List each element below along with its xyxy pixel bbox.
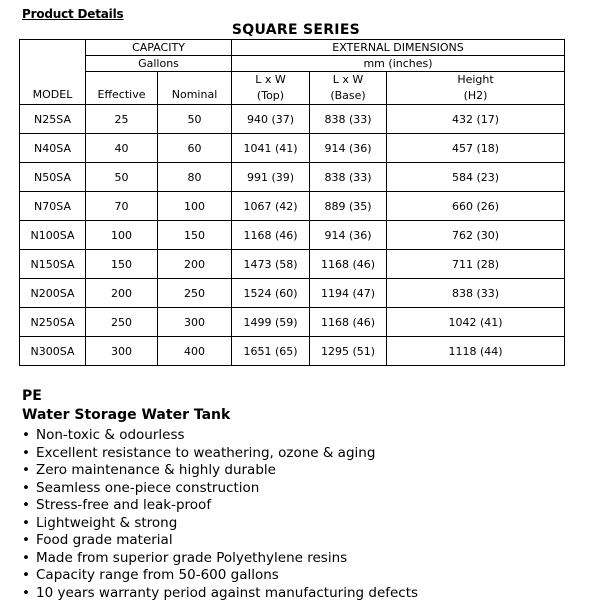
table-cell: 711 (28) [387, 250, 565, 279]
table-cell: 432 (17) [387, 105, 565, 134]
height-header: Height [387, 72, 565, 88]
bullet-icon: • [22, 584, 30, 601]
table-cell: 762 (30) [387, 221, 565, 250]
table-cell: 1118 (44) [387, 337, 565, 366]
table-cell: 400 [158, 337, 232, 366]
bullet-icon: • [22, 567, 30, 583]
table-cell: 660 (26) [387, 192, 565, 221]
series-title: SQUARE SERIES [231, 22, 361, 38]
feature-text: 10 years warranty period against manufacturing defects [36, 584, 419, 601]
table-row [20, 308, 565, 337]
feature-item [22, 445, 418, 463]
table-cell: 1651 (65) [232, 337, 310, 366]
feature-text: Lightweight & strong [36, 514, 178, 531]
product-title: Water Storage Water Tank [22, 407, 231, 423]
table-cell: 40 [86, 134, 158, 163]
feature-text: Made from superior grade Polyethylene resins [36, 549, 348, 566]
feature-text: Stress-free and leak-proof [36, 497, 212, 513]
external-dimensions-header: EXTERNAL DIMENSIONS [232, 40, 565, 56]
table-cell: N200SA [20, 279, 86, 308]
table-cell: 1473 (58) [232, 250, 310, 279]
table-cell: 838 (33) [310, 163, 387, 192]
bullet-icon: • [22, 427, 30, 443]
table-cell: N100SA [20, 221, 86, 250]
feature-list [22, 427, 418, 602]
table-cell: N300SA [20, 337, 86, 366]
capacity-unit: Gallons [86, 56, 232, 72]
feature-text: Food grade material [36, 532, 173, 548]
table-cell: 889 (35) [310, 192, 387, 221]
bullet-icon: • [22, 479, 30, 496]
material-label: PE [22, 388, 42, 404]
table-cell: 1295 (51) [310, 337, 387, 366]
capacity-header: CAPACITY [86, 40, 232, 56]
feature-text: Seamless one-piece construction [36, 479, 260, 496]
table-row [20, 134, 565, 163]
table-row [20, 250, 565, 279]
effective-header: Effective [86, 72, 158, 105]
table-cell: 838 (33) [387, 279, 565, 308]
table-header-row [20, 72, 565, 88]
table-cell: N50SA [20, 163, 86, 192]
table-cell: 60 [158, 134, 232, 163]
table-cell: N150SA [20, 250, 86, 279]
feature-item [22, 585, 418, 603]
feature-item [22, 532, 418, 550]
table-cell: 914 (36) [310, 221, 387, 250]
table-cell: 1524 (60) [232, 279, 310, 308]
bullet-icon: • [22, 444, 30, 461]
table-cell: 200 [86, 279, 158, 308]
table-cell: N250SA [20, 308, 86, 337]
base-dimension-header: L x W [310, 72, 387, 88]
table-cell: 25 [86, 105, 158, 134]
feature-text: Non-toxic & odourless [36, 427, 185, 443]
top-dimension-subheader: (Top) [232, 87, 310, 105]
table-cell: 100 [158, 192, 232, 221]
table-cell: 914 (36) [310, 134, 387, 163]
table-cell: N70SA [20, 192, 86, 221]
bullet-icon: • [22, 462, 30, 478]
table-cell: 300 [86, 337, 158, 366]
table-cell: 250 [158, 279, 232, 308]
table-cell: 70 [86, 192, 158, 221]
table-cell: 1168 (46) [232, 221, 310, 250]
feature-item [22, 427, 418, 445]
height-subheader: (H2) [387, 87, 565, 105]
table-cell: 250 [86, 308, 158, 337]
feature-item [22, 515, 418, 533]
feature-text: Capacity range from 50-600 gallons [36, 567, 279, 583]
top-dimension-header: L x W [232, 72, 310, 88]
table-cell: 991 (39) [232, 163, 310, 192]
table-cell: 940 (37) [232, 105, 310, 134]
table-cell: 100 [86, 221, 158, 250]
table-row [20, 221, 565, 250]
table-row [20, 279, 565, 308]
feature-item [22, 567, 418, 585]
table-cell: 457 (18) [387, 134, 565, 163]
table-row [20, 337, 565, 366]
feature-text: Zero maintenance & highly durable [36, 462, 276, 478]
bullet-icon: • [22, 549, 30, 566]
table-row [20, 163, 565, 192]
table-cell: 1041 (41) [232, 134, 310, 163]
table-cell: N40SA [20, 134, 86, 163]
feature-item [22, 480, 418, 498]
table-cell: 1042 (41) [387, 308, 565, 337]
table-cell: 300 [158, 308, 232, 337]
bullet-icon: • [22, 514, 30, 531]
base-dimension-subheader: (Base) [310, 87, 387, 105]
table-cell: 80 [158, 163, 232, 192]
table-row [20, 105, 565, 134]
product-details-heading: Product Details [22, 7, 124, 21]
feature-text: Excellent resistance to weathering, ozone & aging [36, 444, 376, 461]
feature-item [22, 550, 418, 568]
nominal-header: Nominal [158, 72, 232, 105]
bullet-icon: • [22, 497, 30, 513]
table-cell: 150 [86, 250, 158, 279]
table-row [20, 192, 565, 221]
table-header-row [20, 40, 565, 56]
table-header-row [20, 56, 565, 72]
table-cell: 584 (23) [387, 163, 565, 192]
table-cell: 838 (33) [310, 105, 387, 134]
table-cell: 1168 (46) [310, 250, 387, 279]
feature-item [22, 497, 418, 515]
table-cell: 1168 (46) [310, 308, 387, 337]
table-cell: 1499 (59) [232, 308, 310, 337]
specifications-table [19, 39, 565, 366]
dimensions-unit: mm (inches) [232, 56, 565, 72]
table-cell: 50 [158, 105, 232, 134]
table-cell: N25SA [20, 105, 86, 134]
table-cell: 50 [86, 163, 158, 192]
bullet-icon: • [22, 532, 30, 548]
model-header: MODEL [20, 40, 86, 105]
table-cell: 1194 (47) [310, 279, 387, 308]
feature-item [22, 462, 418, 480]
table-cell: 150 [158, 221, 232, 250]
table-cell: 200 [158, 250, 232, 279]
table-cell: 1067 (42) [232, 192, 310, 221]
